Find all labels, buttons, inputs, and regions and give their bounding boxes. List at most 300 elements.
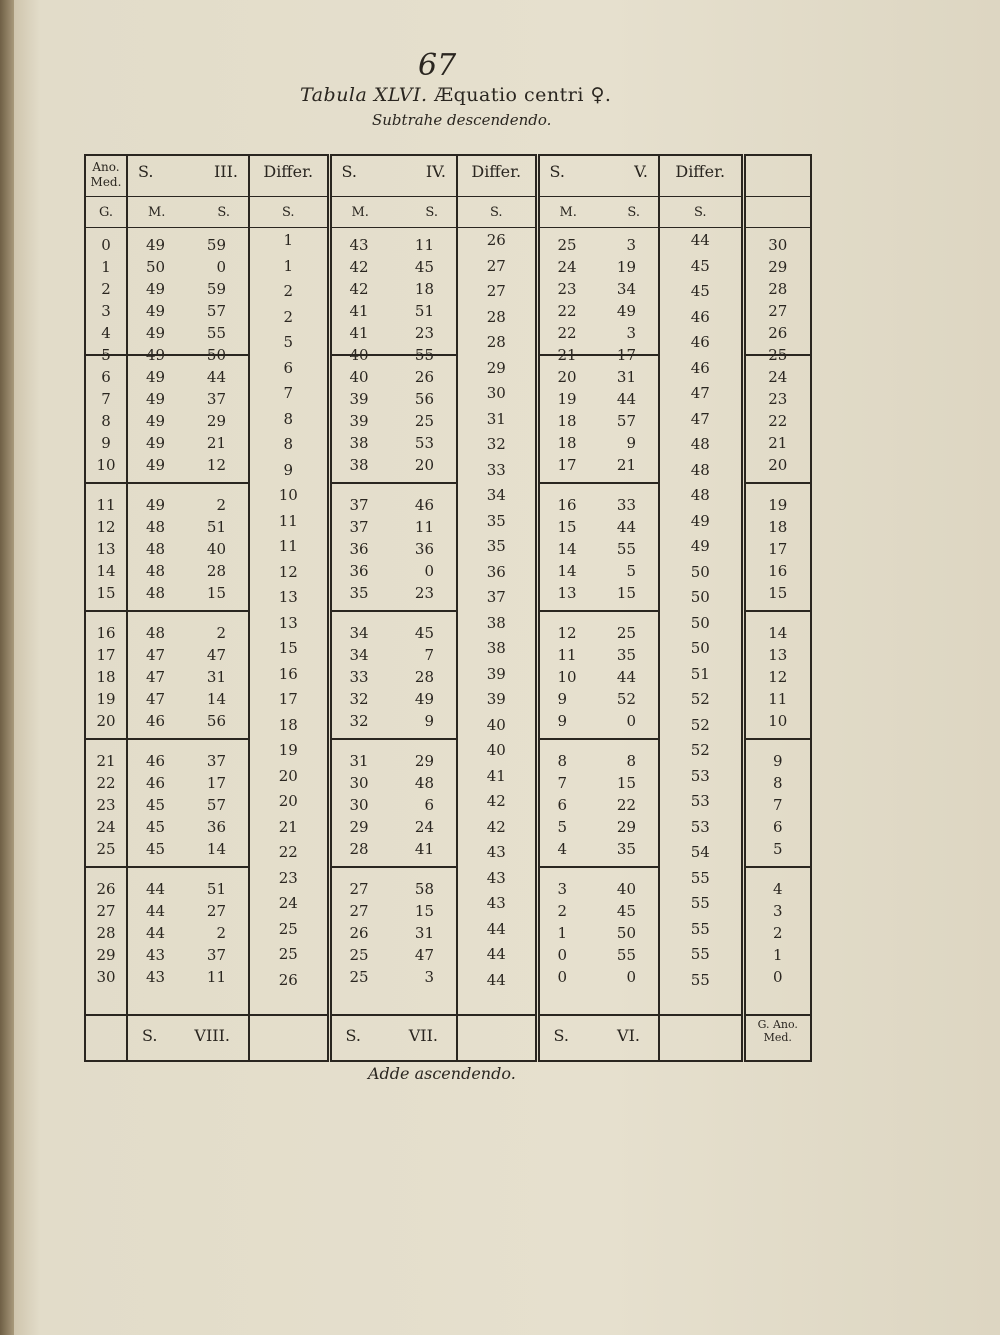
sign-5-minutes: 22 xyxy=(557,302,577,320)
sign-5-minutes: 11 xyxy=(557,646,577,664)
right-degree-cell: 25 xyxy=(768,346,788,364)
sign-4-row xyxy=(332,256,457,278)
sign-4-row xyxy=(332,538,457,560)
sign-4-row xyxy=(332,410,457,432)
sign-5-minutes: 19 xyxy=(557,390,577,408)
sign-5-row xyxy=(540,772,659,794)
sign-3-row xyxy=(128,388,248,410)
sign-5-row xyxy=(540,922,659,944)
sign-5-minutes: 14 xyxy=(557,540,577,558)
sign-3-seconds: 55 xyxy=(206,324,226,342)
differ-1-cell: 22 xyxy=(278,843,298,861)
sign-5-row xyxy=(540,432,659,454)
sign-4-row xyxy=(332,666,457,688)
left-degree-cell: 8 xyxy=(101,412,111,430)
sign-3-minutes: 50 xyxy=(146,258,166,276)
left-degree-block xyxy=(86,868,126,996)
differ-2-cell: 43 xyxy=(486,868,506,887)
differ-1-cell: 1 xyxy=(283,256,294,275)
sign-3-minutes: 43 xyxy=(146,968,166,986)
sign-5-minutes: 2 xyxy=(557,902,568,920)
sign-4-row xyxy=(332,516,457,538)
sign-label-3: S. xyxy=(138,162,154,181)
m-header-3: M. xyxy=(148,205,166,220)
sign-7-footer: VII. xyxy=(408,1026,438,1045)
sign-5-row xyxy=(540,666,659,688)
sign-3-minutes: 49 xyxy=(146,302,166,320)
sign-3-row xyxy=(128,278,248,300)
sign-4-minutes: 30 xyxy=(349,774,369,792)
left-degree-cell: 22 xyxy=(96,774,116,792)
sign-5-seconds: 50 xyxy=(616,924,636,942)
sign-4-minutes: 37 xyxy=(349,518,369,536)
sign-5-row xyxy=(540,256,659,278)
sign-4-minutes: 40 xyxy=(349,346,369,364)
sign-5-seconds: 49 xyxy=(616,302,636,320)
sign-5-seconds: 45 xyxy=(616,902,636,920)
ano-med-footer: G. Ano. Med. xyxy=(757,1018,798,1044)
sign-4-row xyxy=(332,644,457,666)
sign-5-block xyxy=(540,868,659,996)
sign-3-row xyxy=(128,878,248,900)
sign-4-minutes: 42 xyxy=(349,258,369,276)
sign-5-seconds: 25 xyxy=(616,624,636,642)
left-degree-cell: 16 xyxy=(96,624,116,642)
sign-label-6: S. xyxy=(553,1026,569,1045)
sign-4-block xyxy=(332,484,457,612)
differ-2-cell: 38 xyxy=(486,639,506,657)
sign-5-seconds: 17 xyxy=(616,346,636,364)
sign-4-minutes: 25 xyxy=(349,946,369,964)
sign-4-block xyxy=(332,868,457,996)
differ-2-cell: 27 xyxy=(486,256,506,275)
table-title xyxy=(300,84,611,106)
differ-1-cell: 24 xyxy=(278,894,298,912)
differ-2-cell: 44 xyxy=(486,945,506,963)
sign-4-seconds: 53 xyxy=(414,434,434,452)
table-title-text: Æquatio centri ♀. xyxy=(434,84,612,106)
sign-3-minutes: 49 xyxy=(146,390,166,408)
differ-3-cell: 48 xyxy=(690,460,710,479)
sign-5-block xyxy=(540,740,659,868)
right-degree-cell: 13 xyxy=(768,646,788,664)
sign-3-minutes: 49 xyxy=(146,412,166,430)
sign-5-minutes: 21 xyxy=(557,346,577,364)
sign-3-seconds: 51 xyxy=(206,880,226,898)
sign-5-seconds: 22 xyxy=(616,796,636,814)
sign-4-seconds: 29 xyxy=(414,752,434,770)
differ-3-cell: 52 xyxy=(690,690,710,708)
sign-3-seconds: 50 xyxy=(206,346,226,364)
sign-4-minutes: 32 xyxy=(349,690,369,708)
s-header-5: S. xyxy=(627,205,640,220)
sign-5-row xyxy=(540,838,659,860)
s-header-4: S. xyxy=(425,205,438,220)
sign-3-minutes: 48 xyxy=(146,518,166,536)
sign-3-row xyxy=(128,494,248,516)
right-degree-cell: 3 xyxy=(772,902,783,920)
sign-5-minutes: 10 xyxy=(557,668,577,686)
sign-4-minutes: 37 xyxy=(349,496,369,514)
sign-5-minutes: 25 xyxy=(557,236,577,254)
left-degree-cell: 13 xyxy=(96,540,116,558)
sign-3-seconds: 36 xyxy=(206,818,226,836)
left-degree-cell: 20 xyxy=(96,712,116,730)
right-degree-cell: 17 xyxy=(768,540,788,558)
sign-3-minutes: 43 xyxy=(146,946,166,964)
differ-2-cell: 40 xyxy=(486,741,506,759)
sign-3-row xyxy=(128,750,248,772)
sign-4-minutes: 27 xyxy=(349,880,369,898)
sign-5-row xyxy=(540,622,659,644)
differ-column-2 xyxy=(457,228,537,1016)
left-degree-cell: 24 xyxy=(96,818,116,836)
sign-5-block xyxy=(540,612,659,740)
sign-5-row xyxy=(540,366,659,388)
sign-4-seconds: 46 xyxy=(414,496,434,514)
sign-4-row xyxy=(332,750,457,772)
sign-5-seconds: 40 xyxy=(616,880,636,898)
sign-3-minutes: 47 xyxy=(146,690,166,708)
sign-3-row xyxy=(128,366,248,388)
differ-header-1: Differ. xyxy=(263,162,314,181)
differ-2-cell: 42 xyxy=(486,792,506,810)
differ-1-cell: 8 xyxy=(283,409,294,428)
left-degree-cell: 23 xyxy=(96,796,116,814)
sign-4-row xyxy=(332,582,457,604)
sign-3-seconds: 2 xyxy=(216,624,226,642)
differ-3-cell: 45 xyxy=(690,282,710,300)
sign-3-row xyxy=(128,454,248,476)
sign-5-row xyxy=(540,794,659,816)
differ-3-cell: 46 xyxy=(690,307,710,326)
sign-5-seconds: 3 xyxy=(626,324,636,342)
differ-2-cell: 29 xyxy=(486,358,506,377)
left-degree-cell: 10 xyxy=(96,456,116,474)
differ-1-cell: 21 xyxy=(278,817,298,836)
sign-4-row xyxy=(332,388,457,410)
differ-3-cell: 50 xyxy=(690,562,710,581)
sign-5-minutes: 14 xyxy=(557,562,577,580)
s-differ-header-2: S. xyxy=(489,205,503,220)
s-differ-header-1: S. xyxy=(281,205,295,220)
differ-2-cell: 27 xyxy=(486,282,506,300)
left-degree-cell: 2 xyxy=(101,280,111,298)
table-footer-note: Adde ascendendo. xyxy=(368,1064,516,1083)
sign-4-minutes: 39 xyxy=(349,390,369,408)
differ-2-cell: 44 xyxy=(486,919,506,938)
sign-4-row xyxy=(332,688,457,710)
sign-3-block xyxy=(128,484,248,612)
right-degree-cell: 10 xyxy=(768,712,788,730)
sign-4-minutes: 39 xyxy=(349,412,369,430)
differ-1-cell: 2 xyxy=(283,307,294,326)
right-degree-block xyxy=(746,356,811,484)
sign-4-seconds: 55 xyxy=(414,346,434,364)
left-degree-cell: 26 xyxy=(96,880,116,898)
differ-3-cell: 46 xyxy=(690,333,710,351)
sign-5-row xyxy=(540,234,659,256)
sign-5-minutes: 0 xyxy=(557,946,568,964)
left-degree-cell: 28 xyxy=(96,924,116,942)
sign-5-minutes: 7 xyxy=(557,774,568,792)
sign-4-row xyxy=(332,432,457,454)
sign-5-minutes: 0 xyxy=(557,968,568,986)
sign-5-row xyxy=(540,582,659,604)
right-degree-cell: 5 xyxy=(772,840,783,858)
sign-3-row xyxy=(128,944,248,966)
differ-2-cell: 43 xyxy=(486,894,506,912)
differ-3-cell: 48 xyxy=(690,435,710,453)
sign-4-row xyxy=(332,966,457,988)
sign-4-seconds: 45 xyxy=(414,624,434,642)
sign-3-block xyxy=(128,228,248,364)
sign-5-seconds: 35 xyxy=(616,840,636,858)
differ-1-cell: 2 xyxy=(283,282,294,300)
right-degree-cell: 23 xyxy=(768,390,788,408)
differ-2-cell: 43 xyxy=(486,843,506,861)
m-header-5: M. xyxy=(559,205,577,220)
sign-5-minutes: 12 xyxy=(557,624,577,642)
sign-4-seconds: 24 xyxy=(414,818,434,836)
s-header-3: S. xyxy=(217,205,230,220)
left-degree-block xyxy=(86,484,126,612)
sign-3-seconds: 44 xyxy=(206,368,226,386)
sign-4-minutes: 30 xyxy=(349,796,369,814)
sign-label-4: S. xyxy=(341,162,357,181)
sign-5-minutes: 5 xyxy=(557,818,568,836)
left-degree-block xyxy=(86,740,126,868)
sign-3-seconds: 14 xyxy=(206,840,226,858)
differ-2-cell: 30 xyxy=(486,384,506,402)
sign-4-seconds: 36 xyxy=(414,540,434,558)
right-degree-cell: 27 xyxy=(768,302,788,320)
sign-4-minutes: 31 xyxy=(349,752,369,770)
right-degree-column xyxy=(743,228,811,1016)
differ-3-cell: 54 xyxy=(690,843,710,861)
sign-3-minutes: 44 xyxy=(146,902,166,920)
sign-4-minutes: 34 xyxy=(349,646,369,664)
left-degree-cell: 15 xyxy=(96,584,116,602)
sign-3-seconds: 14 xyxy=(206,690,226,708)
left-degree-cell: 9 xyxy=(101,434,111,452)
sign-3-block xyxy=(128,356,248,484)
sign-4-seconds: 41 xyxy=(414,840,434,858)
left-degree-cell: 18 xyxy=(96,668,116,686)
sign-5-column xyxy=(537,228,659,1016)
sign-4-minutes: 28 xyxy=(349,840,369,858)
sign-4-minutes: 40 xyxy=(349,368,369,386)
sign-3-row xyxy=(128,966,248,988)
sign-5-seconds: 35 xyxy=(616,646,636,664)
differ-3-cell: 55 xyxy=(690,970,710,989)
sign-5-minutes: 24 xyxy=(557,258,577,276)
right-degree-block xyxy=(746,612,811,740)
sign-4-minutes: 35 xyxy=(349,584,369,602)
sign-4-minutes: 27 xyxy=(349,902,369,920)
sign-4-seconds: 28 xyxy=(414,668,434,686)
sign-4-minutes: 34 xyxy=(349,624,369,642)
sign-4-seconds: 3 xyxy=(424,968,434,986)
sign-5-minutes: 15 xyxy=(557,518,577,536)
sign-4-row xyxy=(332,794,457,816)
differ-1-cell: 25 xyxy=(278,945,298,963)
sign-5-minutes: 17 xyxy=(557,456,577,474)
differ-2-cell: 35 xyxy=(486,511,506,530)
right-degree-cell: 22 xyxy=(768,412,788,430)
sign-4-row xyxy=(332,922,457,944)
differ-1-cell: 1 xyxy=(283,231,294,249)
sign-3-row xyxy=(128,838,248,860)
sign-3-minutes: 47 xyxy=(146,646,166,664)
sign-3-seconds: 28 xyxy=(206,562,226,580)
sign-3-block xyxy=(128,868,248,996)
sign-3-seconds: 40 xyxy=(206,540,226,558)
differ-3-cell: 53 xyxy=(690,766,710,785)
sign-3-row xyxy=(128,666,248,688)
sign-4-seconds: 47 xyxy=(414,946,434,964)
sign-5-seconds: 33 xyxy=(616,496,636,514)
sign-3-column xyxy=(127,228,249,1016)
sign-4-seconds: 23 xyxy=(414,324,434,342)
sign-3-minutes: 45 xyxy=(146,818,166,836)
sign-4-seconds: 25 xyxy=(414,412,434,430)
sign-3-seconds: 51 xyxy=(206,518,226,536)
left-degree-block xyxy=(86,228,126,364)
sign-8-footer: VIII. xyxy=(194,1026,230,1045)
sign-5-row xyxy=(540,516,659,538)
sign-5-minutes: 8 xyxy=(557,752,568,770)
sign-3-minutes: 45 xyxy=(146,796,166,814)
sign-4-row xyxy=(332,454,457,476)
sign-5-row xyxy=(540,538,659,560)
sign-3-block xyxy=(128,740,248,868)
sign-3-row xyxy=(128,516,248,538)
sign-5-minutes: 16 xyxy=(557,496,577,514)
sign-4-minutes: 38 xyxy=(349,456,369,474)
sign-3-seconds: 15 xyxy=(206,584,226,602)
sign-label-8: S. xyxy=(142,1026,158,1045)
right-degree-cell: 18 xyxy=(768,518,788,536)
sign-4-seconds: 11 xyxy=(414,518,434,536)
s-differ-header-3: S. xyxy=(693,205,707,220)
sign-5-seconds: 5 xyxy=(626,562,636,580)
sign-3-minutes: 44 xyxy=(146,880,166,898)
left-degree-cell: 1 xyxy=(101,258,111,276)
ano-med-header: Ano. Med. xyxy=(90,160,122,189)
sign-3-row xyxy=(128,322,248,344)
sign-3-row xyxy=(128,622,248,644)
differ-1-cell: 20 xyxy=(278,766,298,785)
sign-3-minutes: 49 xyxy=(146,236,166,254)
sign-5-seconds: 44 xyxy=(616,390,636,408)
sign-5-block xyxy=(540,228,659,364)
sign-4-seconds: 58 xyxy=(414,880,434,898)
right-degree-cell: 15 xyxy=(768,584,788,602)
sign-3-row xyxy=(128,794,248,816)
differ-1-cell: 11 xyxy=(278,511,298,530)
right-degree-cell: 9 xyxy=(772,752,783,770)
sign-5-seconds: 15 xyxy=(616,774,636,792)
differ-2-cell: 34 xyxy=(486,486,506,504)
differ-3-cell: 52 xyxy=(690,715,710,734)
sign-5-seconds: 19 xyxy=(616,258,636,276)
sign-5-seconds: 44 xyxy=(616,518,636,536)
sign-4-seconds: 45 xyxy=(414,258,434,276)
left-degree-cell: 27 xyxy=(96,902,116,920)
sign-4-row xyxy=(332,560,457,582)
right-degree-cell: 12 xyxy=(768,668,788,686)
right-degree-cell: 30 xyxy=(768,236,788,254)
differ-column-1 xyxy=(249,228,329,1016)
sign-5-block xyxy=(540,484,659,612)
sign-5-minutes: 23 xyxy=(557,280,577,298)
header-row xyxy=(85,155,811,197)
sign-3-seconds: 37 xyxy=(206,946,226,964)
table-title-prefix: Tabula XLVI. xyxy=(300,84,428,106)
left-degree-cell: 25 xyxy=(96,840,116,858)
left-degree-block xyxy=(86,356,126,484)
sign-3-minutes: 49 xyxy=(146,324,166,342)
sign-4-minutes: 33 xyxy=(349,668,369,686)
differ-2-cell: 44 xyxy=(486,970,506,989)
right-degree-cell: 8 xyxy=(772,774,783,792)
sign-4-row xyxy=(332,878,457,900)
differ-2-cell: 35 xyxy=(486,537,506,555)
sign-5-minutes: 18 xyxy=(557,412,577,430)
sign-4-row xyxy=(332,322,457,344)
sign-3-row xyxy=(128,772,248,794)
differ-1-cell: 8 xyxy=(283,435,294,453)
sign-3-row xyxy=(128,256,248,278)
sign-5-seconds: 0 xyxy=(626,712,636,730)
differ-3-cell: 55 xyxy=(690,945,710,963)
differ-3-cell: 51 xyxy=(690,664,710,683)
sign-3-minutes: 46 xyxy=(146,752,166,770)
differ-1-cell: 5 xyxy=(283,333,294,351)
sign-label-7: S. xyxy=(345,1026,361,1045)
sign-4-seconds: 26 xyxy=(414,368,434,386)
right-degree-cell: 16 xyxy=(768,562,788,580)
differ-1-cell: 7 xyxy=(283,384,294,402)
sign-3-seconds: 27 xyxy=(206,902,226,920)
right-degree-cell: 7 xyxy=(772,796,783,814)
sign-4-seconds: 23 xyxy=(414,584,434,602)
sign-5-row xyxy=(540,944,659,966)
sign-3-minutes: 48 xyxy=(146,584,166,602)
left-degree-cell: 3 xyxy=(101,302,111,320)
sign-4-minutes: 36 xyxy=(349,540,369,558)
differ-2-cell: 32 xyxy=(486,435,506,453)
sign-5-minutes: 20 xyxy=(557,368,577,386)
footer-row xyxy=(85,1015,811,1061)
sign-4-row xyxy=(332,838,457,860)
differ-3-cell: 53 xyxy=(690,817,710,836)
differ-1-cell: 10 xyxy=(278,486,298,504)
differ-3-cell: 52 xyxy=(690,741,710,759)
sign-5-row xyxy=(540,816,659,838)
sign-3-row xyxy=(128,432,248,454)
sign-3-seconds: 31 xyxy=(206,668,226,686)
right-degree-cell: 4 xyxy=(772,880,783,898)
left-degree-cell: 30 xyxy=(96,968,116,986)
sign-3-seconds: 57 xyxy=(206,302,226,320)
sign-4-minutes: 41 xyxy=(349,302,369,320)
right-degree-cell: 14 xyxy=(768,624,788,642)
sign-3-seconds: 37 xyxy=(206,752,226,770)
sign-5-seconds: 3 xyxy=(626,236,636,254)
left-degree-cell: 12 xyxy=(96,518,116,536)
